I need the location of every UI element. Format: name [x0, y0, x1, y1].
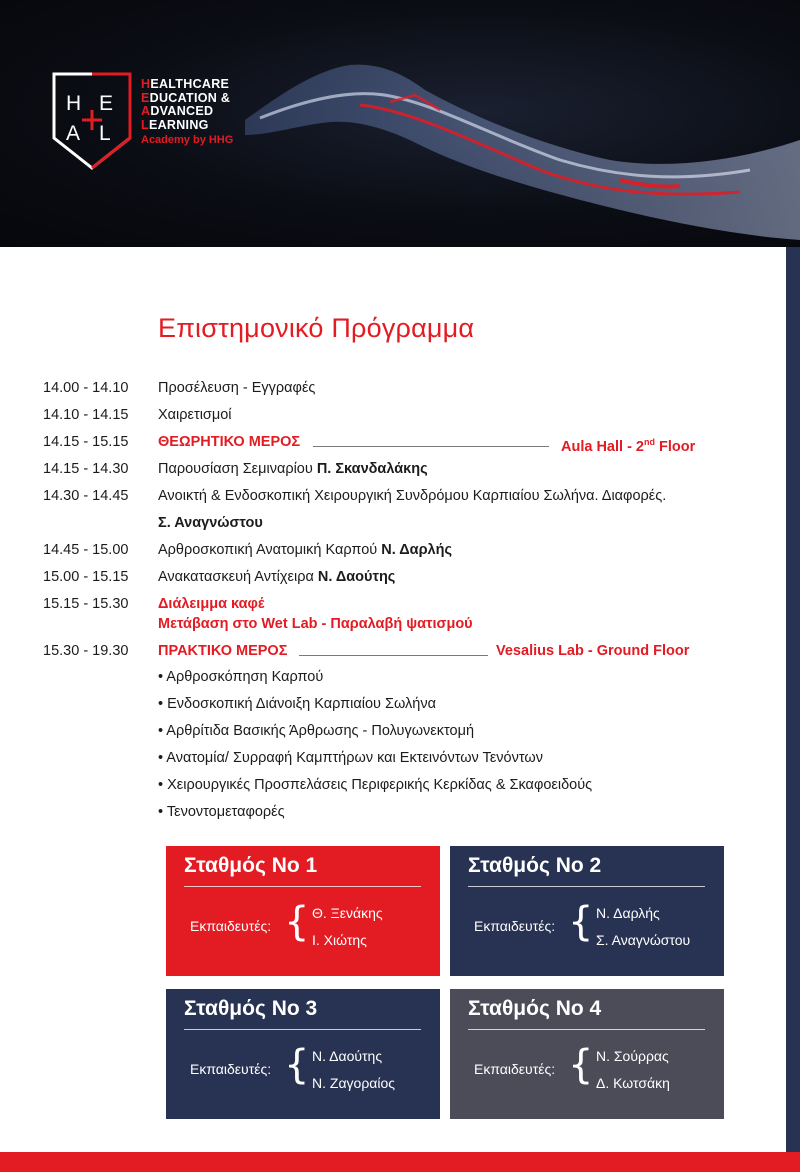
schedule-text: Ανακατασκευή Αντίχειρα Ν. Δαούτης	[158, 569, 396, 585]
schedule-text: Χαιρετισμοί	[158, 407, 232, 423]
brace-icon: {	[568, 1042, 594, 1088]
instructor-name: Σ. Αναγνώστου	[596, 932, 691, 948]
schedule-time: 15.30 - 19.30	[43, 643, 129, 659]
logo-line-4: LEARNING	[141, 117, 209, 132]
coffee-break: Διάλειμμα καφέ	[158, 596, 265, 612]
section-theory: ΘΕΩΡΗΤΙΚΟ ΜΕΡΟΣ	[158, 434, 301, 450]
station-title: Σταθμός Νο 3	[184, 997, 318, 1020]
instructor-name: Ν. Δαρλής	[596, 905, 660, 921]
schedule-time: 14.10 - 14.15	[43, 407, 129, 423]
logo-line-2: EDUCATION &	[141, 90, 231, 105]
schedule-time: 14.00 - 14.10	[43, 380, 129, 396]
location-vesalius: Vesalius Lab - Ground Floor	[496, 643, 690, 659]
station-title: Σταθμός Νο 1	[184, 854, 318, 877]
instructor-name: Δ. Κωτσάκη	[596, 1075, 670, 1091]
instructors-label: Εκπαιδευτές:	[474, 1061, 556, 1077]
schedule-text: Παρουσίαση Σεμιναρίου Π. Σκανδαλάκης	[158, 461, 428, 477]
page-title: Επιστημονικό Πρόγραμμα	[158, 313, 475, 343]
brace-icon: {	[568, 899, 594, 945]
divider-line	[299, 655, 488, 656]
logo-letter-h: H	[66, 92, 82, 115]
practical-topic: • Τενοντομεταφορές	[158, 804, 285, 820]
station-card-3	[166, 989, 440, 1119]
logo-letter-e: E	[99, 92, 114, 115]
brace-icon: {	[284, 899, 310, 945]
logo-line-1: HEALTHCARE	[141, 77, 230, 91]
practical-topic: • Αρθρίτιδα Βασικής Άρθρωσης - Πολυγωνεκτομή	[158, 723, 475, 739]
schedule-time: 14.15 - 15.15	[43, 434, 129, 450]
logo-line-3: ADVANCED	[141, 104, 214, 118]
logo-academy: Academy by HHG	[141, 134, 234, 146]
schedule-time: 15.00 - 15.15	[43, 569, 129, 585]
schedule-time: 14.45 - 15.00	[43, 542, 129, 558]
heal-logo	[52, 72, 252, 172]
station-card-4	[450, 989, 724, 1119]
practical-topic: • Ενδοσκοπική Διάνοιξη Καρπιαίου Σωλήνα	[158, 696, 436, 712]
station-divider	[468, 1029, 705, 1030]
schedule-text: Προσέλευση - Εγγραφές	[158, 380, 316, 396]
wet-lab-transfer: Μετάβαση στο Wet Lab - Παραλαβή ψατισμού	[158, 616, 473, 632]
instructors-label: Εκπαιδευτές:	[474, 918, 556, 934]
speaker-name: Π. Σκανδαλάκης	[316, 461, 428, 477]
header-banner	[0, 0, 800, 247]
schedule-time: 14.15 - 14.30	[43, 461, 129, 477]
divider-line	[313, 446, 549, 447]
practical-topic: • Ανατομία/ Συρραφή Καμπτήρων και Εκτεινόντων Τενόντων	[158, 750, 543, 766]
logo-wordmark	[141, 78, 233, 146]
instructor-name: Ν. Σούρρας	[596, 1048, 669, 1064]
speaker-name: Ν. Δαούτης	[317, 569, 396, 585]
speaker-name: Ν. Δαρλής	[381, 542, 453, 558]
speaker-name: Σ. Αναγνώστου	[158, 515, 263, 531]
schedule-text: Αρθροσκοπική Ανατομική Καρπού Ν. Δαρλής	[158, 542, 453, 558]
schedule-text: Ανοικτή & Ενδοσκοπική Χειρουργική Συνδρόμου Καρπιαίου Σωλήνα. Διαφορές.	[158, 488, 667, 504]
instructor-name: Ν. Ζαγοραίος	[312, 1075, 396, 1091]
heal-shield-icon	[52, 72, 132, 172]
station-divider	[468, 886, 705, 887]
instructor-name: Ν. Δαούτης	[312, 1048, 383, 1064]
instructor-name: Ι. Χιώτης	[312, 932, 367, 948]
station-card-2	[450, 846, 724, 976]
practical-topic: • Χειρουργικές Προσπελάσεις Περιφερικής Κερκίδας & Σκαφοειδούς	[158, 777, 593, 793]
brace-icon: {	[284, 1042, 310, 1088]
instructor-name: Θ. Ξενάκης	[312, 905, 383, 921]
station-divider	[184, 886, 421, 887]
station-title: Σταθμός Νο 4	[468, 997, 602, 1020]
station-card-1	[166, 846, 440, 976]
side-stripe	[786, 247, 800, 1152]
station-title: Σταθμός Νο 2	[468, 854, 602, 877]
logo-letter-l: L	[99, 122, 111, 145]
station-divider	[184, 1029, 421, 1030]
xray-arm-image	[240, 10, 800, 240]
practical-topic: • Αρθροσκόπηση Καρπού	[158, 669, 324, 685]
logo-letter-a: A	[66, 122, 81, 145]
instructors-label: Εκπαιδευτές:	[190, 918, 272, 934]
location-aula: Aula Hall - 2nd Floor	[561, 437, 696, 455]
schedule-time: 14.30 - 14.45	[43, 488, 129, 504]
bottom-bar	[0, 1152, 800, 1172]
schedule-time: 15.15 - 15.30	[43, 596, 129, 612]
instructors-label: Εκπαιδευτές:	[190, 1061, 272, 1077]
section-practical: ΠΡΑΚΤΙΚΟ ΜΕΡΟΣ	[158, 643, 288, 659]
